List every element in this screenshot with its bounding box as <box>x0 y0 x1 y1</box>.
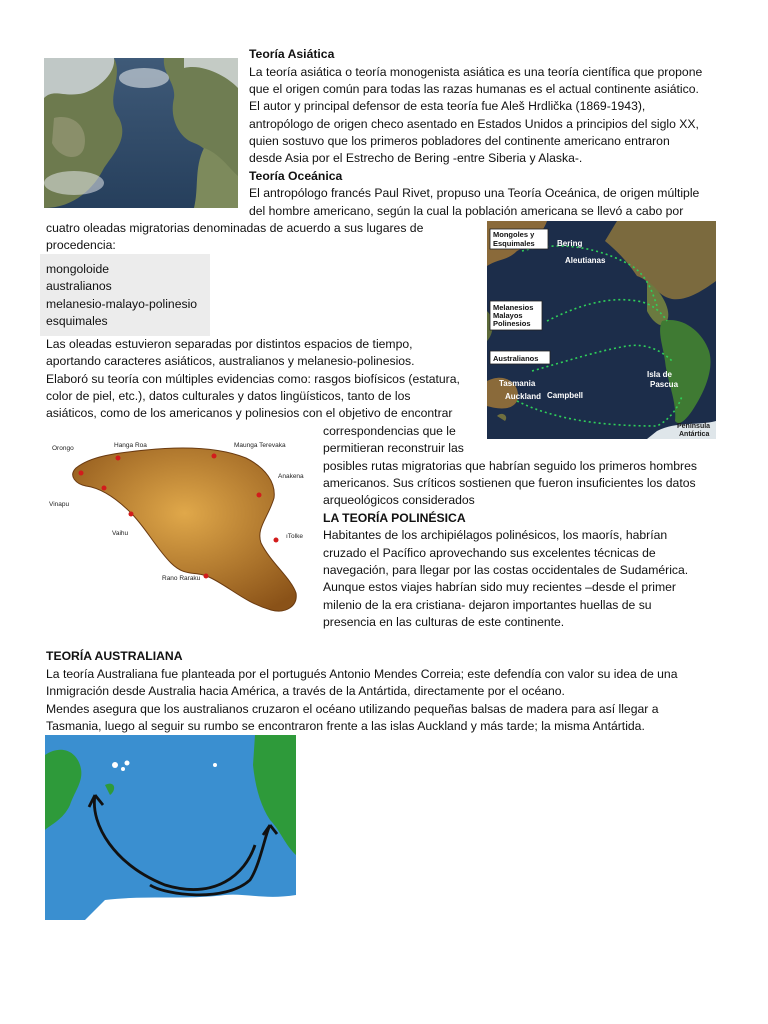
paragraph-line: aportando caracteres asiáticos, australianos y melanesio-polinesios. <box>46 354 415 368</box>
svg-text:Península: Península <box>677 423 711 430</box>
paragraph-line: arqueológicos considerados <box>323 493 475 507</box>
svg-text:Vaihu: Vaihu <box>112 530 129 537</box>
svg-text:Melanesios: Melanesios <box>493 303 534 312</box>
svg-text:Esquimales: Esquimales <box>493 239 535 248</box>
svg-text:Maunga Terevaka: Maunga Terevaka <box>234 442 286 449</box>
list-item: esquimales <box>46 314 108 328</box>
svg-text:Mongoles y: Mongoles y <box>493 230 535 239</box>
bering-strait-satellite-image <box>44 58 238 208</box>
svg-text:ıTolke: ıTolke <box>286 533 303 540</box>
svg-text:Campbell: Campbell <box>547 391 584 400</box>
svg-text:Tasmania: Tasmania <box>499 379 536 388</box>
paragraph-line: presencia en las culturas de este continente. <box>323 615 565 629</box>
easter-island-map <box>46 428 310 620</box>
svg-text:Orongo: Orongo <box>52 445 74 452</box>
section-title-polinesica: LA TEORÍA POLINÉSICA <box>323 511 466 525</box>
paragraph-line: correspondencias que le <box>323 424 456 438</box>
list-item: melanesio-malayo-polinesio <box>46 297 198 311</box>
svg-text:Australianos: Australianos <box>493 354 539 363</box>
paragraph-line: Aunque estos viajes habrían sido muy recientes –desde el primer <box>323 580 676 594</box>
section-title-asiatica: Teoría Asiática <box>249 47 335 61</box>
svg-text:Anakena: Anakena <box>278 473 304 480</box>
paragraph-line: color de piel, etc.), datos culturales y datos lingüísticos, tanto de los <box>46 389 411 403</box>
paragraph-line: antropólogo de origen checo asentado en Estados Unidos a principios del siglo XX, <box>249 117 699 131</box>
svg-text:Rano Raraku: Rano Raraku <box>162 575 201 582</box>
paragraph-line: Mendes asegura que los australianos cruzaron el océano utilizando pequeñas balsas de madera para así llegar a <box>46 702 659 716</box>
paragraph-line: quien sostuvo que los primeros pobladores del continente americano entraron <box>249 134 670 148</box>
svg-text:Antártica: Antártica <box>679 431 710 438</box>
paragraph-line: El autor y principal defensor de esta teoría fue Aleš Hrdlička (1869-1943), <box>249 99 646 113</box>
svg-text:Bering: Bering <box>557 239 583 248</box>
paragraph-line: cuatro oleadas migratorias denominadas de acuerdo a sus lugares de <box>46 221 424 235</box>
svg-text:Polinesios: Polinesios <box>493 319 531 328</box>
paragraph-line: milenio de la era cristiana- dejaron importantes huellas de su <box>323 598 652 612</box>
australian-route-map <box>45 735 296 920</box>
svg-text:Malayos: Malayos <box>493 311 523 320</box>
section-title-oceanica: Teoría Oceánica <box>249 169 343 183</box>
paragraph-line: del hombre americano, según la cual la población americana se llevó a cabo por <box>249 204 684 218</box>
svg-text:Pascua: Pascua <box>650 380 679 389</box>
svg-text:Vinapu: Vinapu <box>49 501 70 508</box>
paragraph-line: permitieran reconstruir las <box>323 441 464 455</box>
paragraph-line: navegación, para llegar por las costas occidentales de Sudamérica. <box>323 563 689 577</box>
paragraph-line: El antropólogo francés Paul Rivet, propuso una Teoría Oceánica, de origen múltiple <box>249 186 700 200</box>
paragraph-line: desde Asia por el Estrecho de Bering -entre Siberia y Alaska-. <box>249 151 583 165</box>
svg-text:Hanga Roa: Hanga Roa <box>114 442 147 449</box>
paragraph-line: Inmigración desde Australia hacia América, a través de la Antártida, directamente por el océano. <box>46 684 565 698</box>
paragraph-line: que el origen común para todas las razas humanas es el actual continente asiático. <box>249 82 699 96</box>
paragraph-line: Tasmania, luego al seguir su rumbo se encontraron frente a las islas Auckland y más tarde; la misma Antártida. <box>46 719 645 733</box>
svg-text:Auckland: Auckland <box>505 392 542 401</box>
svg-text:Isla de: Isla de <box>647 370 672 379</box>
paragraph-line: La teoría Australiana fue planteada por el portugués Antonio Mendes Correia; este defendía con valor su idea de una <box>46 667 678 681</box>
paragraph-line: Las oleadas estuvieron separadas por distintos espacios de tiempo, <box>46 337 413 351</box>
paragraph-line: cruzado el Pacífico aprovechando sus excelentes técnicas de <box>323 546 656 560</box>
paragraph-line: Habitantes de los archipiélagos polinésicos, los maorís, habrían <box>323 528 668 542</box>
paragraph-line: posibles rutas migratorias que habrían seguido los primeros hombres <box>323 459 697 473</box>
paragraph-line: Elaboró su teoría con múltiples evidencias como: rasgos biofísicos (estatura, <box>46 372 460 386</box>
paragraph-line: La teoría asiática o teoría monogenista asiática es una teoría científica que propone <box>249 65 703 79</box>
pacific-migration-map <box>487 221 716 439</box>
section-title-australiana: TEORÍA AUSTRALIANA <box>46 649 183 663</box>
paragraph-line: procedencia: <box>46 238 116 252</box>
paragraph-line: americanos. Sus críticos sostienen que fueron insuficientes los datos <box>323 476 696 490</box>
paragraph-line: asiáticos, como de los americanos y polinesios con el objetivo de encontrar <box>46 406 453 420</box>
list-item: australianos <box>46 279 112 293</box>
svg-text:Aleutianas: Aleutianas <box>565 256 606 265</box>
list-item: mongoloide <box>46 262 110 276</box>
